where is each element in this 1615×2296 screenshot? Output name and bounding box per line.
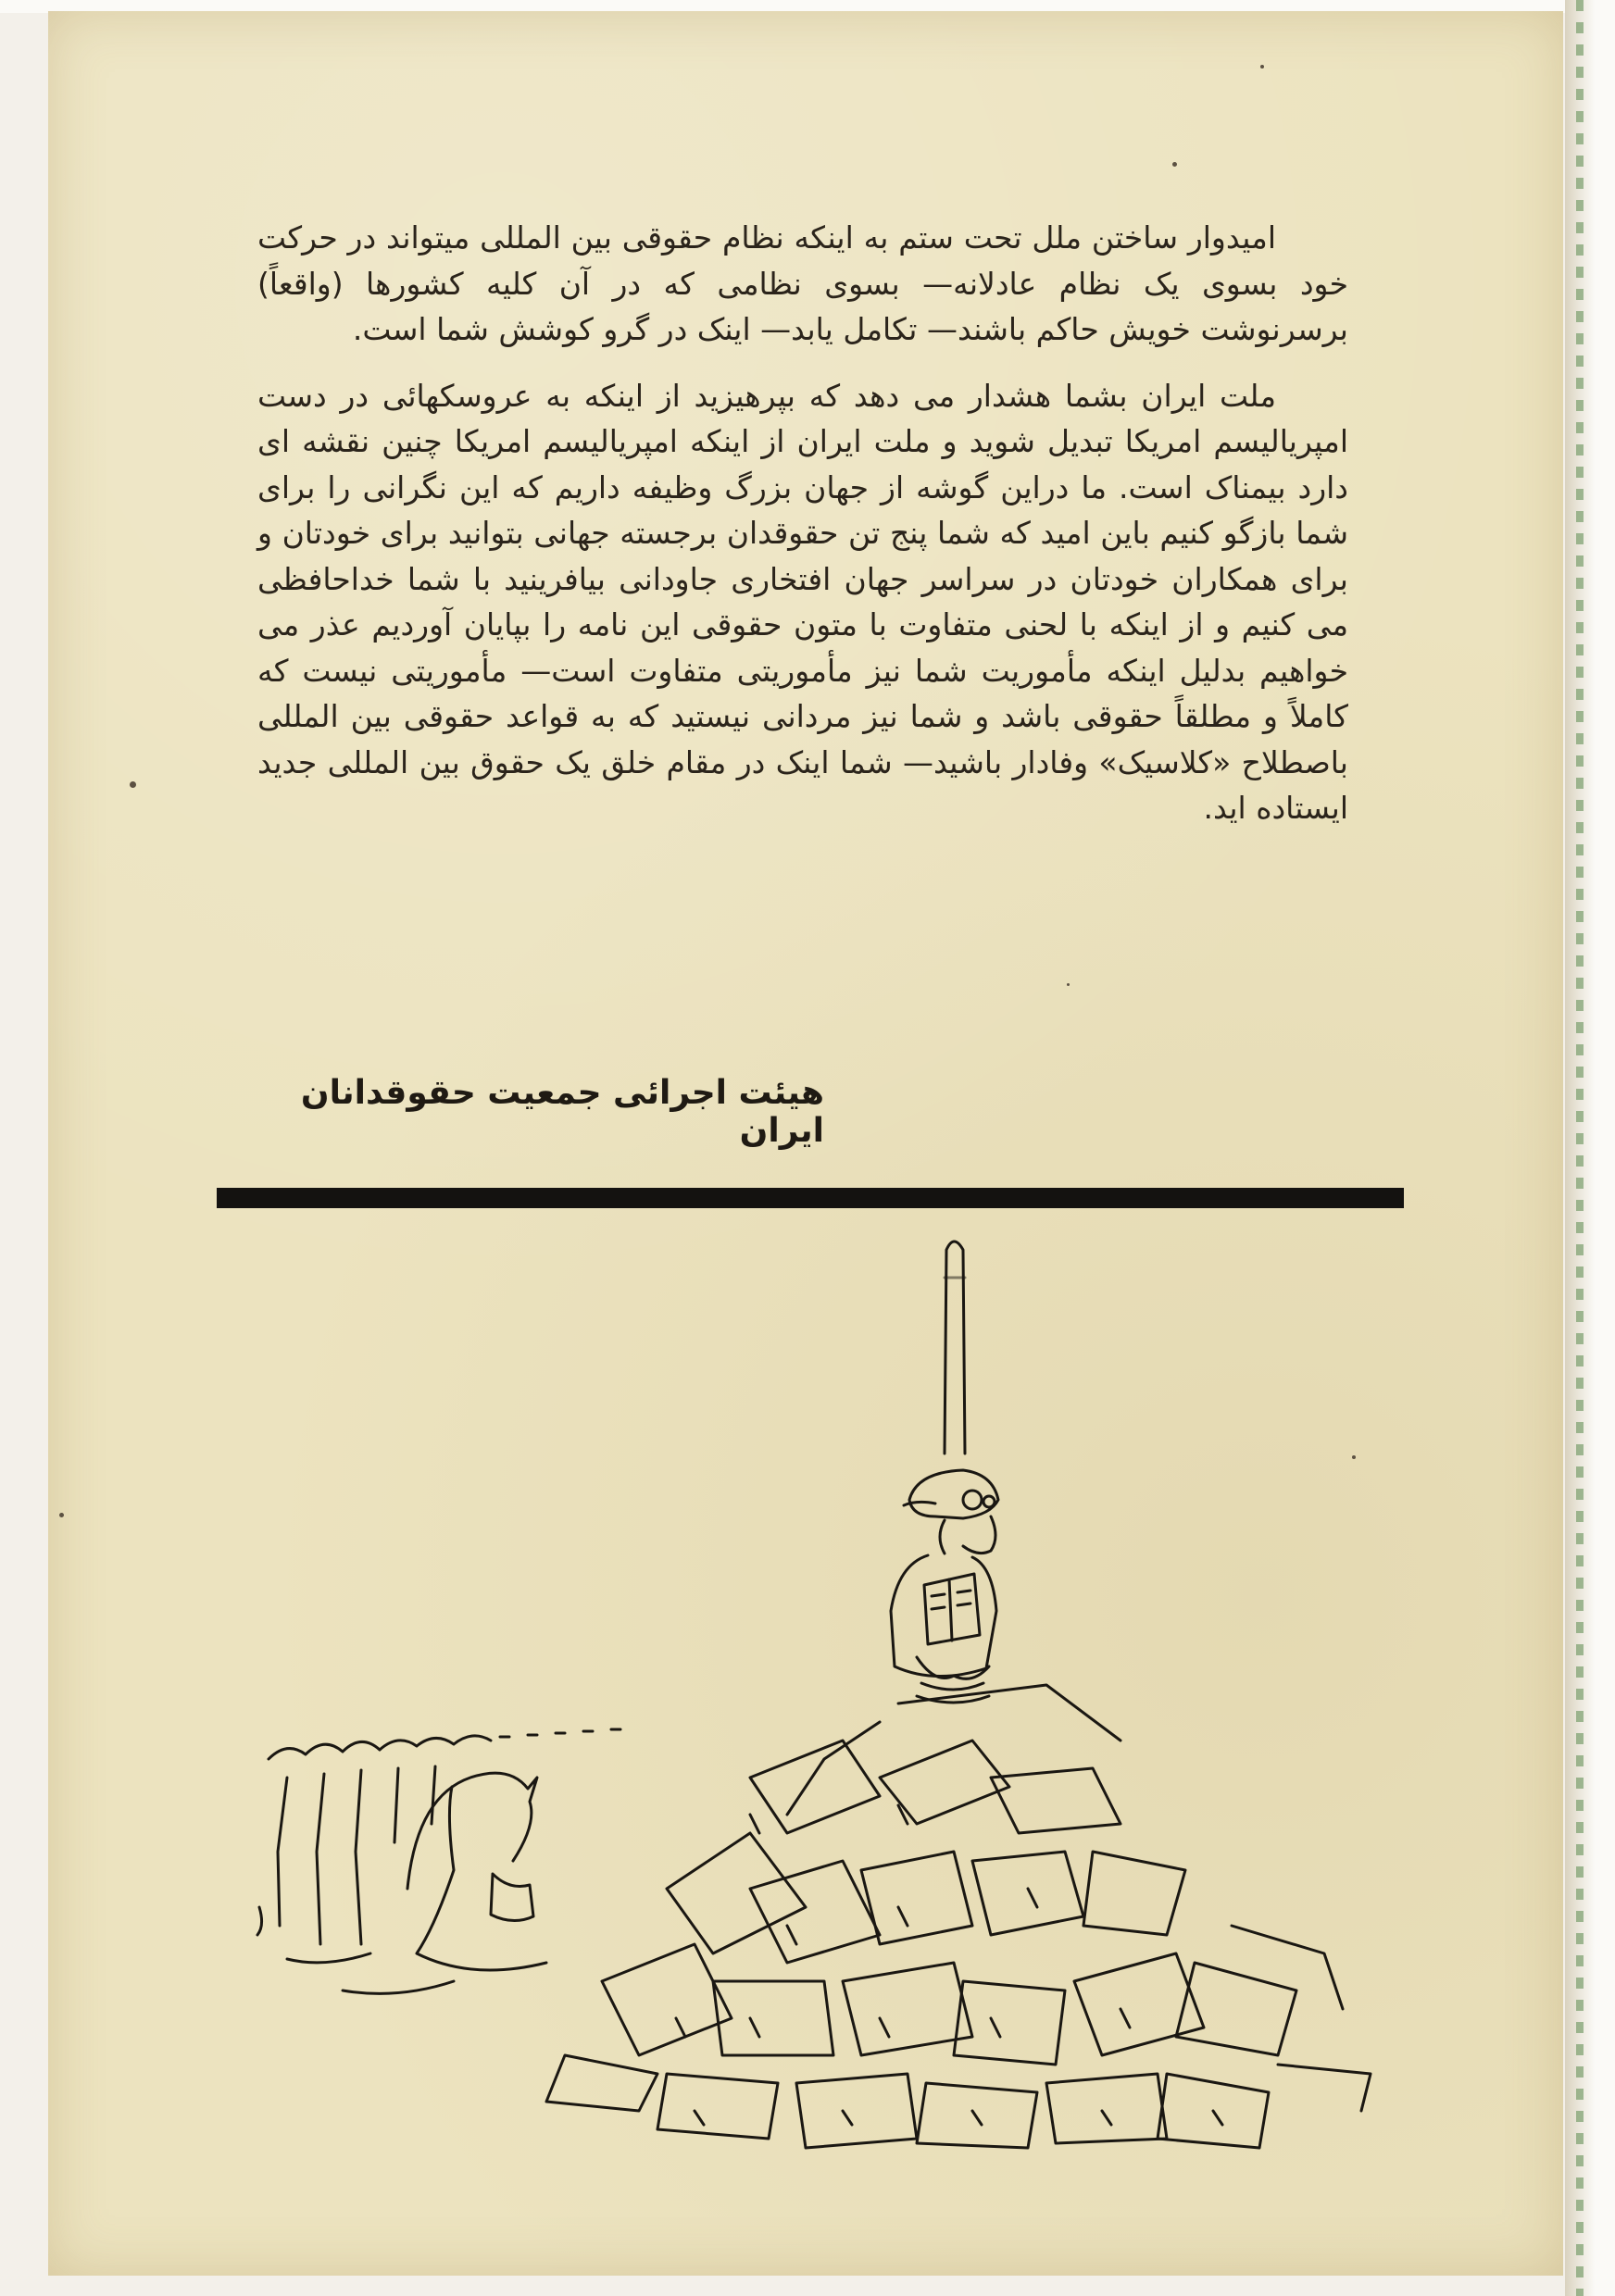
cartoon-illustration [232,1222,1389,2166]
signature-line: هیئت اجرائی جمعیت حقوقدانان ایران [300,1074,824,1150]
reading-man-drawing [891,1470,998,1703]
paper-speck [1172,162,1177,167]
paragraph-hope: امیدوار ساختن ملل تحت ستم به اینکه نظام حقوقی بین المللی میتواند در حرکت خود بسوی یک نظام عادلانه— بسوی نظامی که در آن کلیه کشورها (واقعاً) برسرنوشت خویش حاکم باشند— تکامل یابد— اینک در گرو کوشش شما است. [257,219,1348,347]
paper-speck [1067,983,1070,986]
section-divider-bar [217,1188,1404,1208]
scan-right-edge [1565,0,1615,2296]
paper-speck [59,1513,64,1517]
paper-speck [1260,65,1264,69]
paragraph-warning: ملت ایران بشما هشدار می دهد که بپرهیزید از اینکه به عروسکهائی در دست امپریالیسم امریکا تبدیل شوید و ملت ایران از اینکه امپریالیسم امریکا چنین نقشه ای دارد بیمناک است. ما دراین گوشه از جهان بزرگ وظیفه داریم که این نگرانی را برای شما بازگو کنیم باین امید که شما پنج تن حقوقدان برجسته جهانی بتوانید برای خودتان و برای همکاران خودتان در سراسر جهان افتخاری جاودانی بیافرینید با شما خداحافظی می کنیم و از اینکه با لحنی متفاوت با متون حقوقی این نامه را بپایان آوردیم عذر می خواهیم بدلیل اینکه مأموریت شما نیز مأموریتی متفاوت است— مأموریتی نیست که کاملاً و مطلقاً حقوقی باشد و شما نیز مردانی نیستید که به قواعد حقوقی بین المللی باصطلاح «کلاسیک» وفادار باشید— شما اینک در مقام خلق یک حقوق بین المللی جدید ایستاده اید. [257,377,1348,826]
book-pile-drawing [546,1685,1371,2148]
pillar-drawing [945,1242,965,1454]
letter-body [257,215,1348,831]
scan-right-marks [1576,0,1584,2296]
waiting-figures-drawing [257,1729,620,1993]
paper-speck [130,781,136,788]
